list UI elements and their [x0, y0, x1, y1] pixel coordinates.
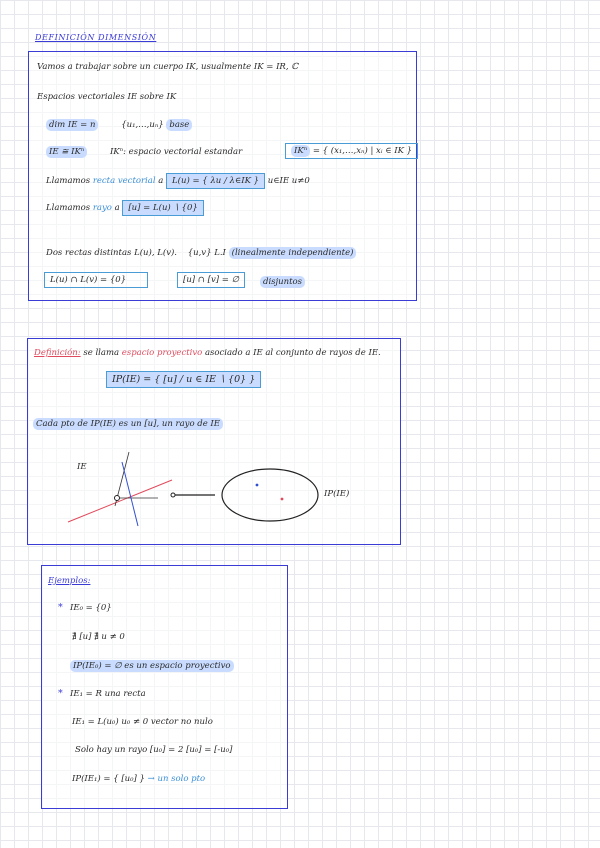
- recta-a: a: [158, 176, 164, 186]
- label-e: IE: [77, 462, 87, 472]
- definition-rest: asociado a IE al conjunto de rayos de IE.: [204, 348, 381, 358]
- rayo-formula: [u] = L(u) ∖ {0}: [122, 200, 203, 216]
- red-point: [281, 498, 284, 501]
- disjoint-word: disjuntos: [260, 276, 305, 288]
- kn-standard: IKⁿ: espacio vectorial estandar: [109, 147, 243, 157]
- example-1: IE₀ = {0}: [70, 603, 112, 613]
- rayo-line: [46, 203, 204, 213]
- base-set: {u₁,…,uₙ}: [121, 120, 164, 130]
- iso-highlight: IE ≅ IKⁿ: [46, 146, 87, 158]
- intersection-rays-box: [u] ∩ [v] = ∅: [177, 272, 245, 288]
- example-2: IE₁ = R una recta: [70, 689, 146, 699]
- example-1-rays: ∄ [u] ∄ u ≠ 0: [72, 632, 125, 642]
- arrow-tail: [171, 493, 175, 497]
- two-lines-li: {u,v} L.I: [187, 248, 226, 258]
- example-2-one-ray: Solo hay un rayo [u₀] = 2 [u₀] = [-u₀]: [75, 745, 233, 755]
- definition-label: Definición:: [34, 348, 81, 358]
- examples-box: [41, 565, 288, 809]
- blue-point: [256, 484, 259, 487]
- dimension-line: [46, 120, 192, 130]
- base-word: base: [166, 119, 192, 131]
- projective-formula: IP(IE) = { [u] / u ∈ IE ∖ {0} }: [106, 371, 261, 388]
- recta-formula: L(u) = { λu / λ∈IK }: [166, 173, 265, 189]
- recta-line: [46, 176, 310, 186]
- intersection-lines-box: L(u) ∩ L(v) = {0}: [44, 272, 148, 288]
- origin-point: [115, 496, 120, 501]
- example-1-result: IP(IE₀) = ∅ es un espacio proyectivo: [70, 660, 234, 672]
- rayo-prefix: Llamamos: [46, 203, 91, 213]
- example-2-result: [72, 774, 205, 784]
- example-2-note: → un solo pto: [147, 774, 206, 784]
- iso-line: [46, 147, 242, 157]
- kn-definition: = { (x₁,…,xₙ) | xᵢ ∈ IK }: [312, 146, 413, 156]
- vector-spaces-text: Espacios vectoriales IE sobre IK: [37, 92, 177, 102]
- projective-space-term: espacio proyectivo: [121, 348, 203, 358]
- each-point-text: Cada pto de IP(IE) es un [u], un rayo de IE: [33, 418, 223, 430]
- bullet-star-1: *: [58, 602, 63, 613]
- two-lines-text: [46, 248, 356, 258]
- dim-highlight: dim IE = n: [46, 119, 98, 131]
- intro-text: Vamos a trabajar sobre un cuerpo IK, usualmente IK = IR, ℂ: [37, 62, 298, 72]
- label-projective: IP(IE): [324, 489, 350, 499]
- examples-title: Ejemplos:: [48, 576, 91, 586]
- example-2-formula: IP(IE₁) = { [u₀] }: [72, 774, 145, 784]
- rayo-term: rayo: [92, 203, 112, 213]
- projective-ellipse: [222, 469, 318, 521]
- recta-condition: u∈IE u≠0: [267, 176, 310, 186]
- projective-diagram: [60, 440, 360, 540]
- bullet-star-2: *: [58, 688, 63, 699]
- example-2-def: IE₁ = L(u₀) u₀ ≠ 0 vector no nulo: [72, 717, 213, 727]
- kn-definition-box: [285, 143, 418, 159]
- page-title: DEFINICIÓN DIMENSIÓN: [35, 33, 157, 42]
- blue-line: [122, 462, 138, 526]
- two-lines-a: Dos rectas distintas L(u), L(v).: [46, 248, 178, 258]
- recta-prefix: Llamamos: [46, 176, 91, 186]
- two-lines-li-meaning: (linealmente independiente): [229, 247, 357, 259]
- recta-term: recta vectorial: [92, 176, 156, 186]
- definition-line: [34, 348, 381, 358]
- definition-se-llama: se llama: [83, 348, 120, 358]
- kn-symbol: IKⁿ: [291, 145, 310, 157]
- rayo-a: a: [114, 203, 120, 213]
